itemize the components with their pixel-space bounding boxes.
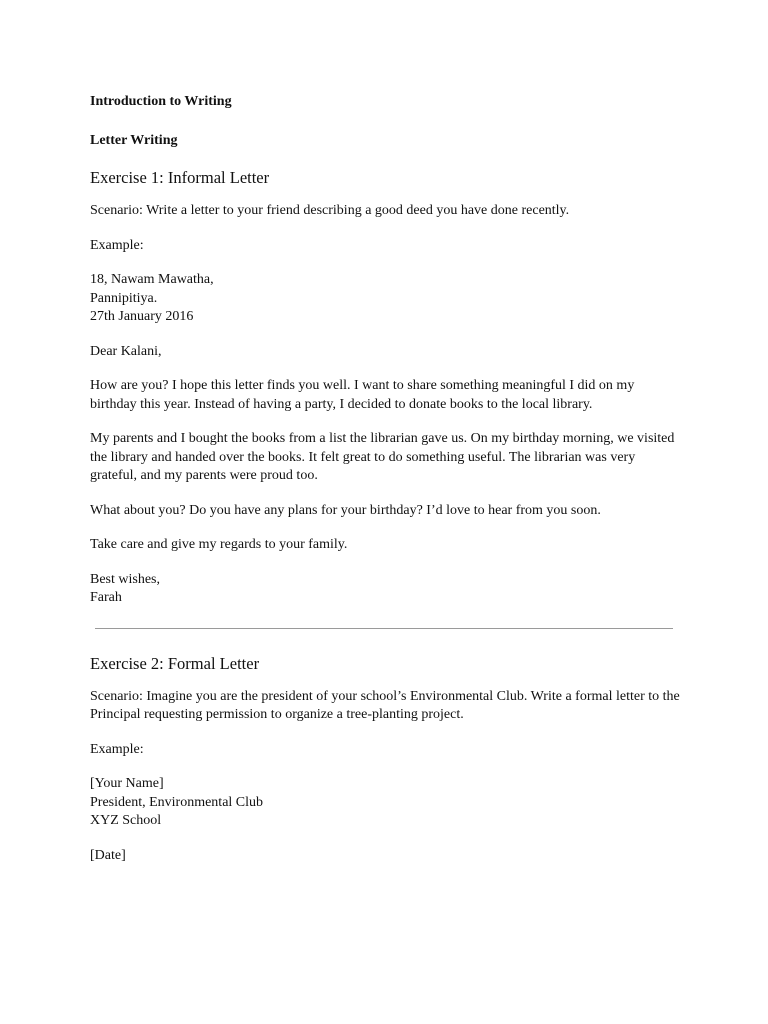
address-line: 18, Nawam Mawatha,	[90, 272, 214, 287]
body-paragraph: How are you? I hope this letter finds you well. I want to share something meaningful I did on my birthday this year. Instead of having a party, I decided to donate books to the local library.	[90, 378, 635, 412]
address-line: Pannipitiya.	[90, 290, 158, 306]
body-paragraph: My parents and I bought the books from a list the librarian gave us. On my birthday morning, we visited the library and handed over the books. It felt great to do something useful. The librarian was very grateful, and my parents were proud too.	[90, 431, 675, 483]
salutation: Dear Kalani,	[90, 343, 162, 359]
letter-date-placeholder: [Date]	[90, 847, 126, 863]
exercise-1	[90, 168, 680, 608]
section-title: Letter Writing	[90, 133, 178, 148]
exercise-1-scenario: Scenario: Write a letter to your friend describing a good deed you have done recently.	[90, 203, 570, 218]
body-paragraph: What about you? Do you have any plans for your birthday? I’d love to hear from you soon.	[90, 502, 601, 518]
section-divider	[95, 628, 673, 629]
exercise-1-heading: Exercise 1: Informal Letter	[90, 168, 270, 187]
sender-line: XYZ School	[90, 813, 162, 828]
document-title: Introduction to Writing	[90, 94, 232, 109]
exercise-2-scenario: Scenario: Imagine you are the president of your school’s Environmental Club. Write a formal letter to the Principal requesting permission to organize a tree-planting project.	[90, 688, 680, 722]
sender-line: President, Environmental Club	[90, 794, 264, 810]
letter-date: 27th January 2016	[90, 309, 194, 324]
signature: Farah	[90, 590, 122, 605]
exercise-2	[90, 654, 680, 866]
closing-phrase: Best wishes,	[90, 571, 160, 587]
sender-line: [Your Name]	[90, 776, 164, 791]
document-page	[90, 93, 680, 881]
exercise-1-example-label: Example:	[90, 237, 144, 253]
letter-closing	[90, 571, 680, 608]
body-paragraph: Take care and give my regards to your family.	[90, 537, 348, 552]
exercise-2-heading: Exercise 2: Formal Letter	[90, 653, 260, 673]
sender-block	[90, 775, 680, 831]
sender-address	[90, 271, 680, 327]
exercise-2-example-label: Example:	[90, 741, 144, 757]
